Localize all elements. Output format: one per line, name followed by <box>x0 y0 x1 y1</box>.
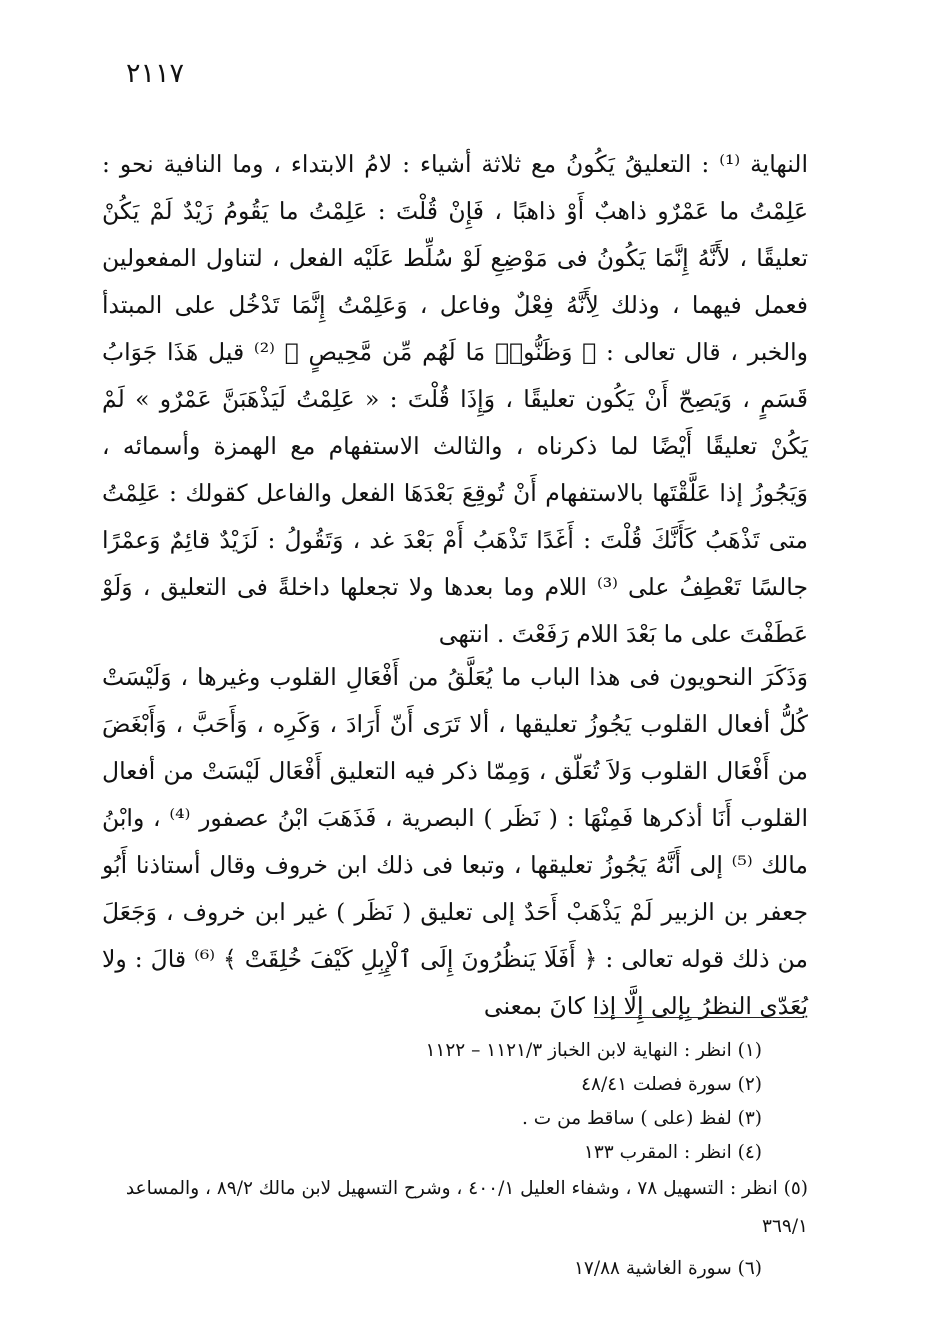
paragraph-1: النهاية ⁽¹⁾ : التعليقُ يَكُونُ مع ثلاثة أشياء : لامُ الابتداء ، وما النافية نحو : عَلِمْتُ ما عَمْرٌو ذاهبٌ أَوْ ذاهبًا ، فَإِنْ قُلْتَ : عَلِمْتُ ما يَقُومُ زَيْدٌ لَمْ يَكُنْ تعليقًا ، لأَنَّهُ إِنَّمَا يَكُونُ فى مَوْضِعِ لَوْ سُلِّط عَلَيْه الفعل ، لتناول المفعولين فعمل فيهما ، وذلك لِأَنَّهُ فِعْلٌ وفاعل ، وَعَلِمْتُ إِنَّمَا تَدْخُل على المبتدأ والخبر ، قال تعالى : ﴿ وَظَنُّوا۟ مَا لَهُم مِّن مَّحِيصٍ ﴾ ⁽²⁾ قيل هَذَا جَوَابُ قَسَمٍ ، وَيَصِحّ أَنْ يَكُون تعليقًا ، وَإِذَا قُلْتَ : « عَلِمْتُ لَيَذْهَبَنَّ عَمْرٌو » لَمْ يَكُنْ تعليقًا أَيْضًا لما ذكرناه ، والثالث الاستفهام مع الهمزة وأسمائه ، وَيَجُوزُ إذا عَلَّقْتَها بالاستفهام أَنْ تُوقِعَ بَعْدَهَا الفعل والفاعل كقولك : عَلِمْتُ متى تَذْهَبُ كَأَنَّكَ قُلْتَ : أَغَدًا تَذْهَبُ أَمْ بَعْدَ غد ، وَتَقُولُ : لَزَيْدٌ قائِمٌ وَعمْرًا جالسًا تَعْطِفُ على ⁽³⁾ اللام وما بعدها ولا تجعلها داخلةً فى التعليق ، وَلَوْ عَطَفْتَ على ما بَعْدَ اللام رَفَعْتَ . انتهى <box>102 150 808 648</box>
footnote-1: (١) انظر : النهاية لابن الخباز ١١٢١/٣ – ١١٢٢ <box>425 1040 762 1061</box>
footnote-divider <box>594 1017 804 1018</box>
page-number: ٢١١٧ <box>126 58 185 89</box>
footnote-5: (٥) انظر : التسهيل ٧٨ ، وشفاء العليل ٤٠٠/١ ، وشرح التسهيل لابن مالك ٨٩/٢ ، والمساعد ٣٦٩/١ <box>125 1178 808 1237</box>
footnote-6: (٦) سورة الغاشية ١٧/٨٨ <box>573 1258 762 1279</box>
main-text-block-1 <box>102 141 808 658</box>
footnote-3: (٣) لفظ (على ) ساقط من ت . <box>522 1108 762 1129</box>
main-text-block-2 <box>102 654 808 1030</box>
footnote-4: (٤) انظر : المقرب ١٣٣ <box>583 1142 762 1163</box>
footnote-2: (٢) سورة فصلت ٤٨/٤١ <box>581 1074 762 1095</box>
paragraph-2: وَذَكَرَ النحويون فى هذا الباب ما يُعَلَّقُ من أَفْعَالِ القلوب وغيرها ، وَلَيْسَتْ كُلُّ أفعال القلوب يَجُوزُ تعليقها ، ألا تَرَى أَنّ أَرَادَ ، وَكَرِه ، وَأَحَبَّ ، وَأَبْغَضَ من أَفْعَال القلوب وَلاَ تُعَلّق ، وَمِمّا ذكر فيه التعليق أَفْعَال لَيْسَتْ من أفعال القلوب أَنَا أذكرها فَمِنْهَا : ( نَظَر ) البصرية ، فَذَهَبَ ابْنُ عصفور ⁽⁴⁾ ، وابْنُ مالك ⁽⁵⁾ إلى أَنَّهُ يَجُوزُ تعليقها ، وتبعا فى ذلك ابن خروف وقال أستاذنا أَبُو جعفر بن الزبير لَمْ يَذْهَبْ أَحَدٌ إلى تعليق ( نَظَر ) غير ابن خروف ، وَجَعَلَ من ذلك قوله تعالى : ﴿ أَفَلَا يَنظُرُونَ إِلَى ٱلْإِبِلِ كَيْفَ خُلِقَتْ ﴾ ⁽⁶⁾ قالَ : ولا يُعَدّى النظرُ بِإلى إِلَّا إذا كانَ بمعنى <box>102 663 808 1020</box>
footnotes-section <box>102 1034 808 1286</box>
